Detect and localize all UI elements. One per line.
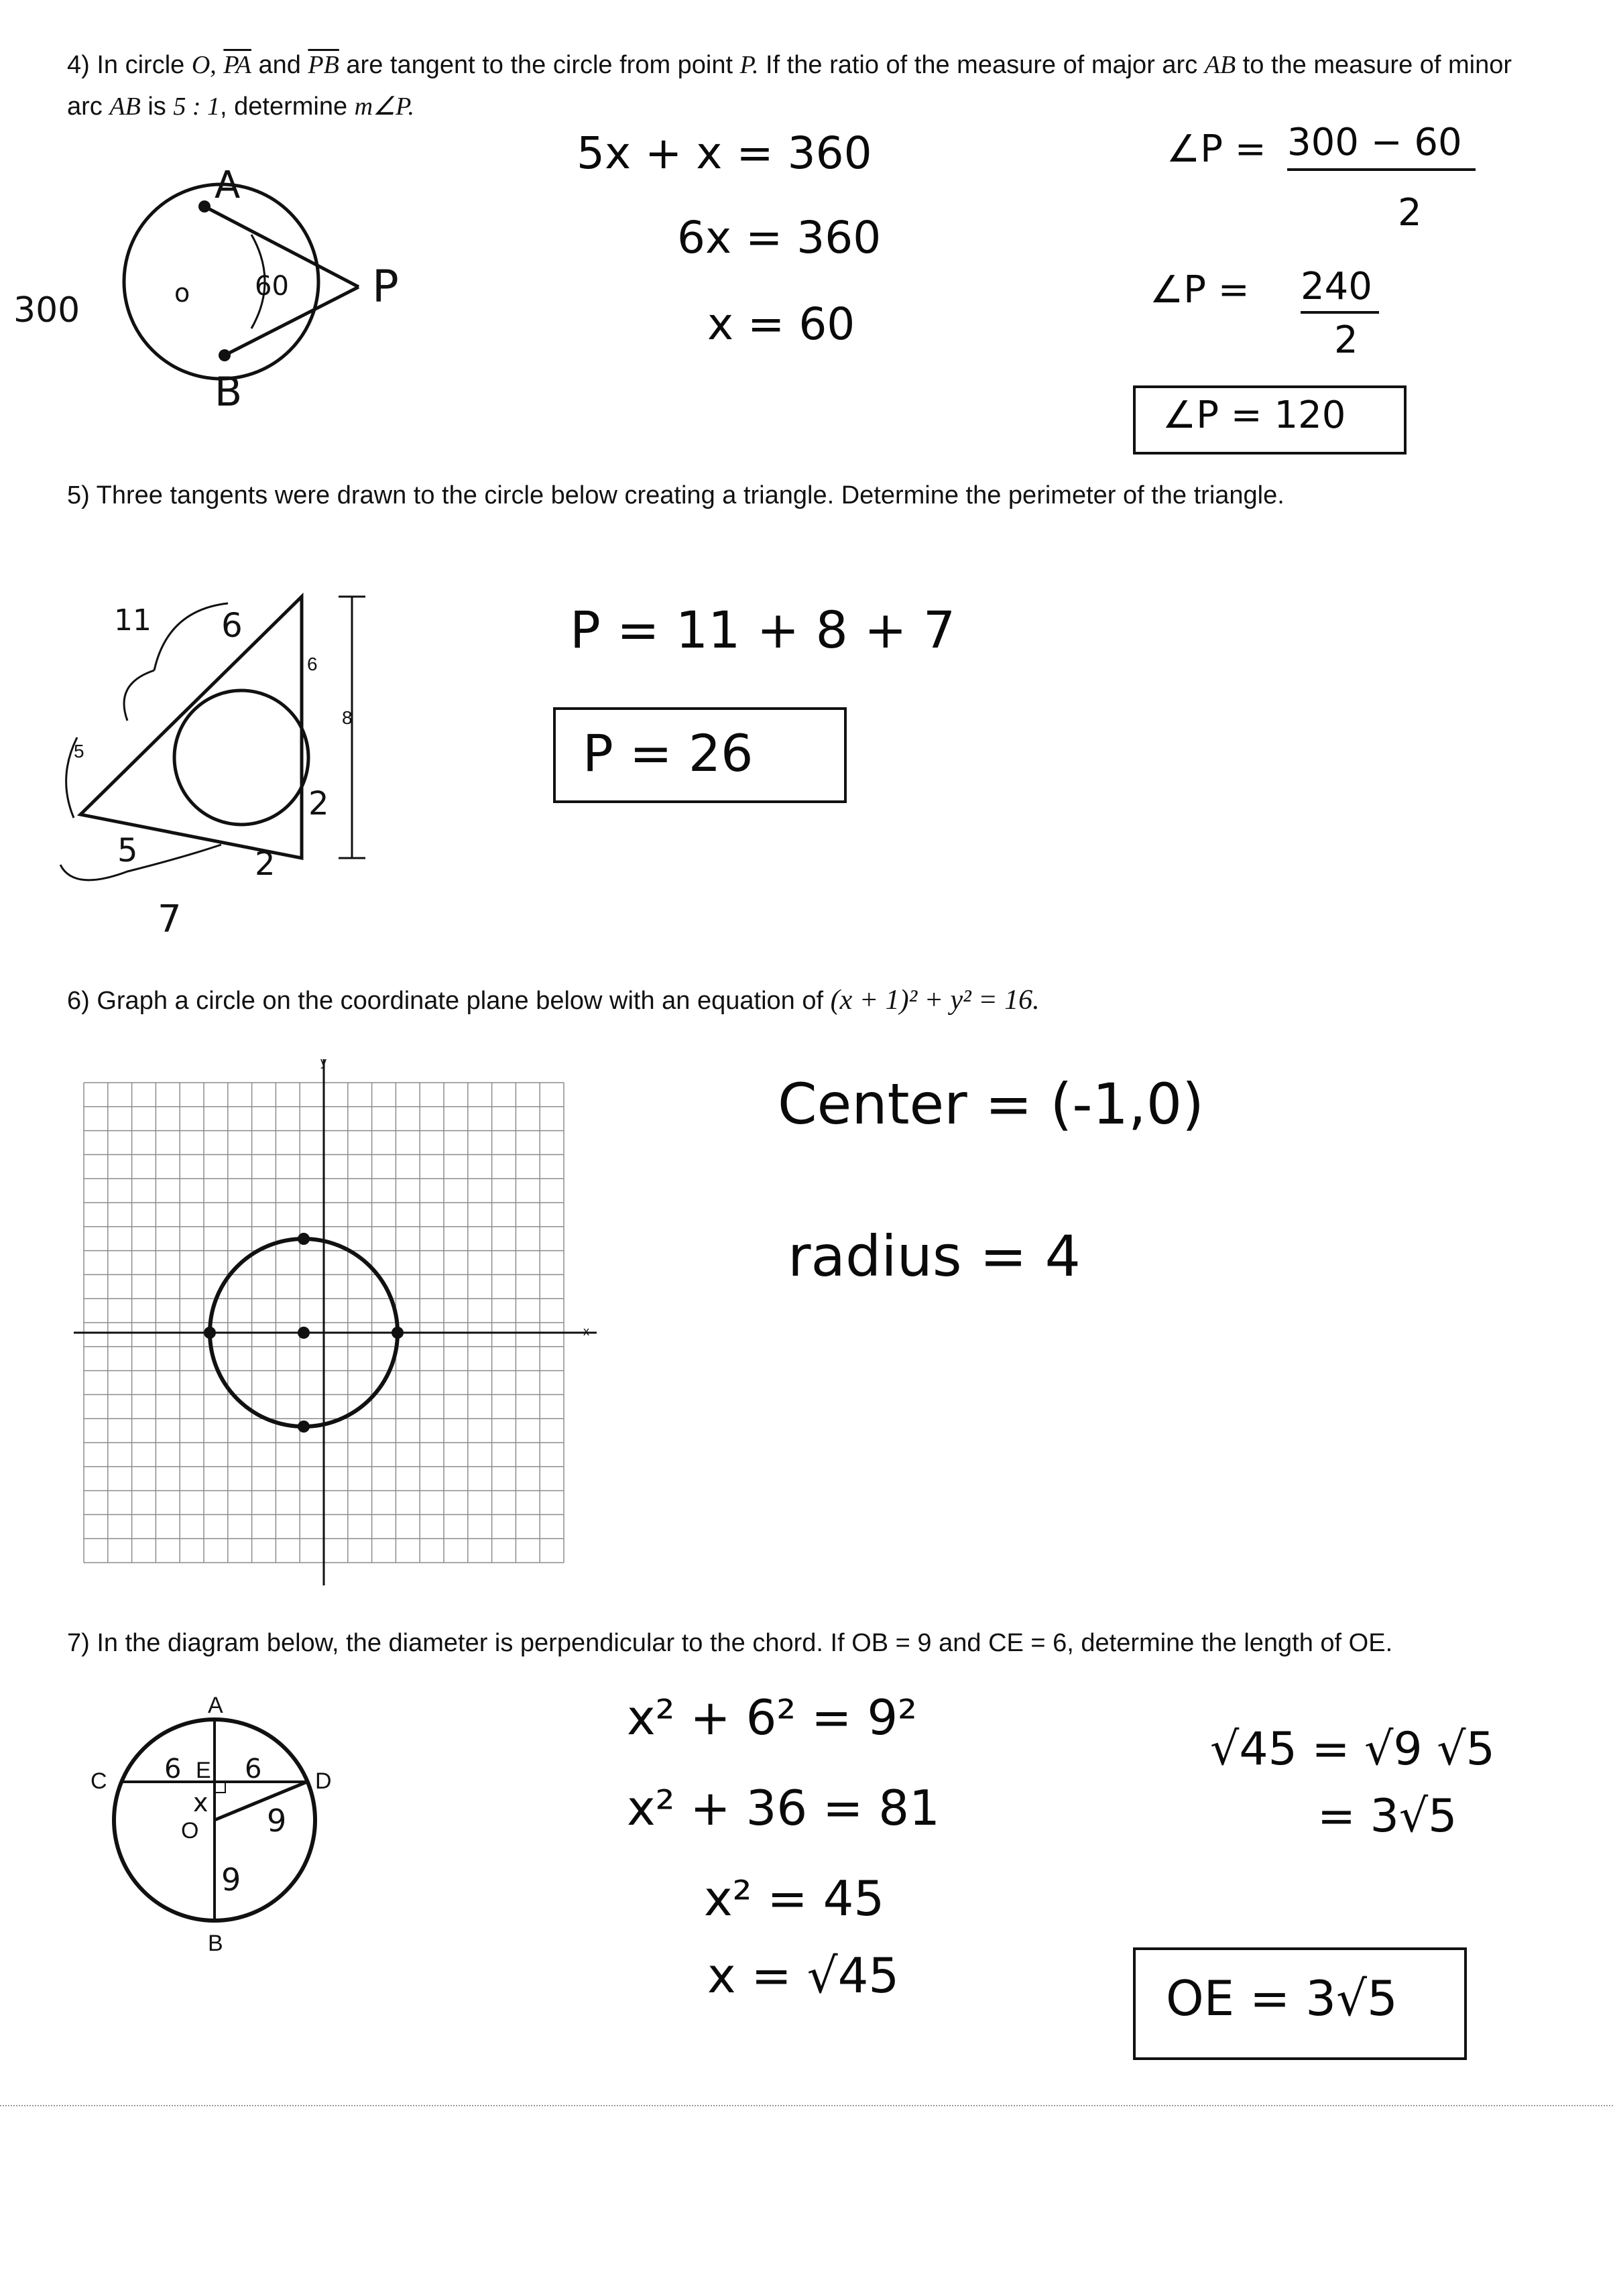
q6-center-point bbox=[298, 1327, 310, 1339]
q5-hand-6: 6 bbox=[221, 606, 243, 645]
q7-label-c: C bbox=[91, 1768, 107, 1794]
page-bottom-rule bbox=[0, 2105, 1613, 2106]
q6-center: Center = (-1,0) bbox=[778, 1071, 1204, 1137]
q5-triangle-diagram bbox=[54, 577, 429, 939]
q7-label-d: D bbox=[315, 1768, 332, 1794]
q4-label-o: o bbox=[174, 278, 190, 308]
q4-work-line-1: 5x + x = 360 bbox=[577, 127, 872, 179]
q7-right-angle bbox=[215, 1782, 225, 1793]
q4-label-p: P bbox=[372, 261, 399, 312]
q5-work: P = 11 + 8 + 7 bbox=[570, 600, 956, 660]
q6-radius: radius = 4 bbox=[788, 1223, 1081, 1289]
q5-hand-5: 5 bbox=[117, 832, 138, 869]
question-7-prompt: 7) In the diagram below, the diameter is perpendicular to the chord. If OB = 9 and CE = 6, determine the length of OE. bbox=[67, 1629, 1393, 1657]
q5-inscribed-circle bbox=[174, 690, 308, 825]
q7-work-line-1: x² + 6² = 9² bbox=[627, 1689, 918, 1746]
q5-answer: P = 26 bbox=[583, 723, 754, 783]
q4-angle-num-2: 240 bbox=[1301, 265, 1379, 314]
q4-tangent-pb bbox=[225, 287, 359, 355]
q6-point-left bbox=[204, 1327, 216, 1339]
q6-point-right bbox=[392, 1327, 404, 1339]
q7-work-line-2: x² + 36 = 81 bbox=[627, 1780, 940, 1836]
question-5-prompt: 5) Three tangents were drawn to the circle below creating a triangle. Determine the perimeter of the triangle. bbox=[67, 481, 1285, 509]
q7-label-o: O bbox=[181, 1818, 199, 1844]
q7-radius-od bbox=[215, 1782, 307, 1820]
q4-angle-lhs-1: ∠P = bbox=[1167, 127, 1266, 171]
q6-point-top bbox=[298, 1233, 310, 1245]
q5-label-5: 5 bbox=[74, 741, 84, 762]
q6-coordinate-grid bbox=[67, 1046, 603, 1582]
q4-arc-major: 300 bbox=[13, 290, 80, 330]
q7-work-line-4: x = √45 bbox=[707, 1947, 900, 2004]
q7-answer: OE = 3√5 bbox=[1166, 1970, 1398, 2027]
q6-axis-y-label: y bbox=[320, 1055, 326, 1069]
q7-simplify-line-1: √45 = √9 √5 bbox=[1210, 1723, 1495, 1776]
q4-answer-box bbox=[1133, 385, 1407, 455]
q6-point-bottom bbox=[298, 1421, 310, 1433]
q4-angle-num-1: 300 − 60 bbox=[1287, 121, 1476, 171]
question-6-prompt: 6) Graph a circle on the coordinate plane below with an equation of (x + 1)² + y² = 16. bbox=[67, 985, 1040, 1016]
q4-angle-den-1: 2 bbox=[1398, 191, 1422, 235]
q5-hand-2b: 2 bbox=[255, 845, 276, 883]
q4-angle-lhs-2: ∠P = bbox=[1150, 268, 1250, 312]
q4-tangent-diagram bbox=[13, 164, 429, 463]
q7-hand-9b: 9 bbox=[221, 1862, 241, 1898]
q7-answer-box bbox=[1133, 1947, 1467, 2060]
q5-answer-box bbox=[553, 707, 847, 803]
question-4-prompt: 4) In circle O, $\overline{PA}$ and $\overline{PB}$ are tangent to the circle from point P. If the ratio of the measure of major arc AB to the measure of minor arc AB is 5 : 1, determine m∠P. bbox=[67, 51, 1512, 121]
q5-brace-7 bbox=[60, 845, 221, 880]
q4-label-b: B bbox=[215, 369, 243, 416]
q7-hand-x: x bbox=[193, 1788, 208, 1817]
q7-work-line-3: x² = 45 bbox=[704, 1870, 885, 1927]
q5-hand-2a: 2 bbox=[308, 785, 329, 823]
q7-chord-diagram bbox=[80, 1683, 389, 1964]
q4-point-b bbox=[219, 349, 231, 361]
q7-hand-9a: 9 bbox=[267, 1803, 287, 1839]
q4-arc-minor: 60 bbox=[255, 271, 289, 302]
q4-label-a: A bbox=[215, 164, 241, 207]
q4-point-a bbox=[198, 200, 211, 213]
q5-label-8: 8 bbox=[342, 707, 353, 728]
q6-axis-x-label: x bbox=[583, 1325, 589, 1338]
q7-label-e: E bbox=[196, 1758, 211, 1783]
q7-label-b: B bbox=[208, 1931, 223, 1956]
q7-hand-6b: 6 bbox=[245, 1754, 262, 1785]
q7-label-a: A bbox=[208, 1693, 223, 1718]
q5-hand-11: 11 bbox=[114, 603, 152, 638]
q5-hand-7: 7 bbox=[158, 898, 182, 941]
q4-work-line-3: x = 60 bbox=[707, 298, 855, 350]
q4-answer: ∠P = 120 bbox=[1162, 394, 1346, 437]
q7-simplify-line-2: = 3√5 bbox=[1317, 1790, 1457, 1843]
q4-work-line-2: 6x = 360 bbox=[677, 212, 882, 263]
q4-angle-den-2: 2 bbox=[1334, 318, 1358, 362]
q5-label-6: 6 bbox=[307, 654, 318, 674]
q7-hand-6a: 6 bbox=[164, 1754, 182, 1785]
